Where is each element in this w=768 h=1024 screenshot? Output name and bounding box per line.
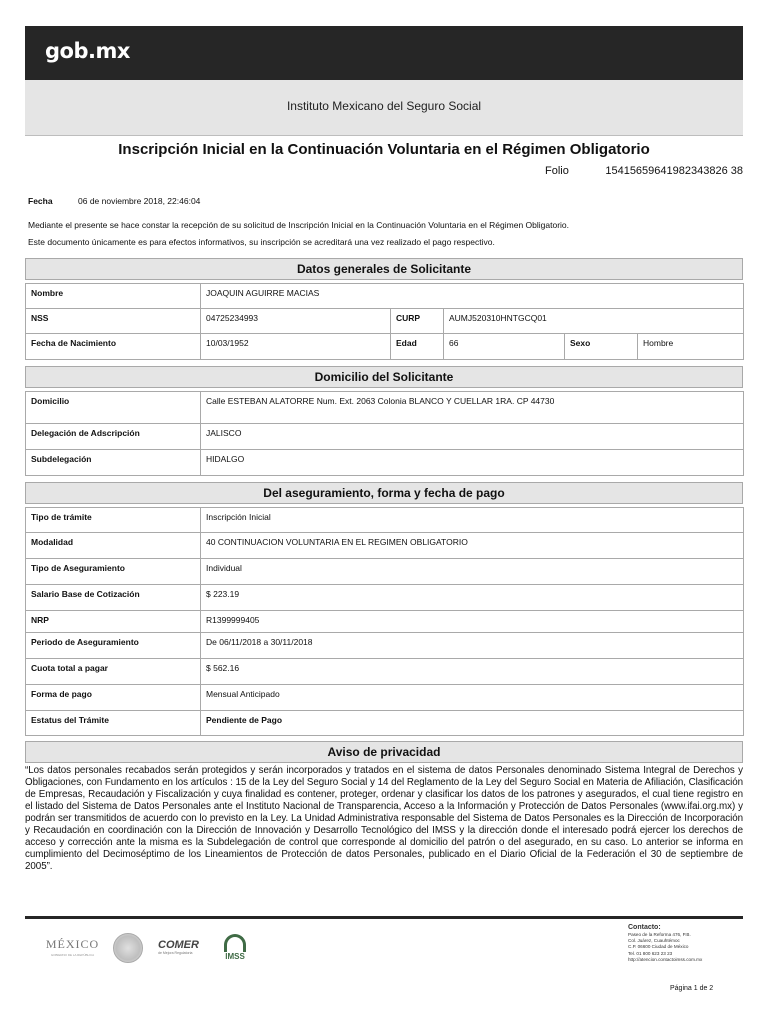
table-row [26,559,744,585]
field-label: Estatus del Trámite [26,711,201,736]
imss-wordmark: IMSS [225,952,245,961]
field-value: Calle ESTEBAN ALATORRE Num. Ext. 2063 Colonia BLANCO Y CUELLAR 1RA. CP 44730 [201,392,744,424]
field-label: NSS [26,309,201,334]
field-value: 10/03/1952 [201,334,391,360]
gob-header-bar [25,26,743,80]
field-label: Nombre [26,284,201,309]
table-row [26,611,744,633]
contact-title: Contacto: [628,924,661,931]
page-number: Página 1 de 2 [670,985,714,992]
table-row [26,309,744,334]
table-row [26,585,744,611]
status-value: Pendiente de Pago [201,711,744,736]
folio-label: Folio [545,165,569,177]
table-row [26,533,744,559]
field-label: Tipo de Aseguramiento [26,559,201,585]
field-value: 40 CONTINUACION VOLUNTARIA EN EL REGIMEN OBLIGATORIO [201,533,744,559]
field-label: Forma de pago [26,685,201,711]
folio-value: 15415659641982343826 38 [605,165,743,177]
field-value: AUMJ520310HNTGCQ01 [444,309,744,334]
table-row [26,450,744,476]
imss-eagle-icon [224,934,246,952]
folio-row [25,165,743,183]
field-label: CURP [391,309,444,334]
field-label: Sexo [565,334,638,360]
aseguramiento-table [25,507,744,736]
field-label: Modalidad [26,533,201,559]
field-value: De 06/11/2018 a 30/11/2018 [201,633,744,659]
privacy-notice-text: “Los datos personales recabados serán protegidos y serán incorporados y tratados en el sistema de datos Personales denominado Sistema Integral de Derechos y Obligaciones, con Fundamento en los artículos : 15 de la Ley del Seguro Social y 14 del Reglamento de la Ley del Seguro Social en Materia de Afiliación, Clasificación de Empresas, Recaudación y Fiscalización y cuya finalidad es contener, proteger, ordenar y clasificar los datos de los patrones y asegurados, el cual tiene registro en el listado del Sistema de Datos Personales ante el Instituto Nacional de Transparencia, Acceso a la Información y Protección de Datos Personales (www.ifai.org.mx) y podrán ser transmitidos de acuerdo con lo previsto en la Ley. La Unidad Administrativa responsable del Sistema de Datos Personales es la Dirección de Incorporación y Recaudación en coordinación con la Dirección de Innovación y Desarrollo Tecnológico del IMSS y la dirección donde el interesado podrá ejercer los derechos de acceso y corrección ante la misma es la Subdelegación de control que corresponde al domicilio del patrón o del asegurado, en su caso. Lo anterior se informa en cumplimiento del Decimoséptimo de los Lineamientos de Protección de datos Personales, publicado en el Diario Oficial de la Federación el 30 de septiembre de 2005”. [25,765,743,872]
mexico-subtitle: GOBIERNO DE LA REPÚBLICA [50,953,95,957]
field-label: Subdelegación [26,450,201,476]
cofemer-subtitle: de Mejora Regulatoria [158,951,193,955]
field-value: 04725234993 [201,309,391,334]
field-value: HIDALGO [201,450,744,476]
field-value: JOAQUIN AGUIRRE MACIAS [201,284,744,309]
field-label: Periodo de Aseguramiento [26,633,201,659]
field-label: Salario Base de Cotización [26,585,201,611]
field-label: Cuota total a pagar [26,659,201,685]
contact-block [628,923,702,963]
field-value: Hombre [638,334,744,360]
institution-bar: Instituto Mexicano del Seguro Social [25,80,743,136]
table-row [26,334,744,360]
contact-line: Tel. 01 800 623 23 23 [628,950,673,956]
field-value: Mensual Anticipado [201,685,744,711]
section-heading-datos-generales: Datos generales de Solicitante [25,258,743,280]
national-seal-icon [113,933,143,963]
table-row [26,633,744,659]
mexico-wordmark: MÉXICO [45,937,100,951]
field-value: R1399999405 [201,611,744,633]
field-label: Delegación de Adscripción [26,424,201,450]
field-label: Edad [391,334,444,360]
table-row [26,392,744,424]
document-title: Inscripción Inicial en la Continuación Voluntaria en el Régimen Obligatorio [118,141,650,158]
contact-line: C.P. 06600 Ciudad de México [628,944,689,950]
table-row [26,711,744,736]
field-value: JALISCO [201,424,744,450]
contact-line: Paseo de la Reforma 476, P.B. [628,932,691,937]
mexico-government-logo [45,937,100,957]
fecha-label: Fecha [28,196,53,206]
field-label: Fecha de Nacimiento [26,334,201,360]
domicilio-table [25,391,744,476]
intro-note: Este documento únicamente es para efectos informativos, su inscripción se acreditará una vez realizado el pago respectivo. [28,237,495,247]
field-label: Tipo de trámite [26,508,201,533]
table-row [26,685,744,711]
contact-line: Col. Juárez, Cuauhtémoc [628,938,680,944]
document-page [25,26,743,873]
section-heading-domicilio: Domicilio del Solicitante [25,366,743,388]
field-value: 66 [444,334,565,360]
section-heading-privacidad: Aviso de privacidad [25,741,743,763]
section-heading-aseguramiento: Del aseguramiento, forma y fecha de pago [25,482,743,504]
page-footer [25,916,743,981]
table-row [26,284,744,309]
field-value: $ 223.19 [201,585,744,611]
table-row [26,424,744,450]
field-label: NRP [26,611,201,633]
fecha-value: 06 de noviembre 2018, 22:46:04 [78,196,201,206]
imss-logo [222,934,248,961]
gob-mx-logo[interactable]: gob.mx [45,39,130,63]
fecha-row [25,196,743,210]
intro-paragraph: Mediante el presente se hace constar la recepción de su solicitud de Inscripción Inicial en la Continuación Voluntaria en el Régimen Obligatorio. [28,220,570,230]
field-value: Individual [201,559,744,585]
field-label: Domicilio [26,392,201,424]
field-value: Inscripción Inicial [201,508,744,533]
field-value: $ 562.16 [201,659,744,685]
table-row [26,508,744,533]
cofemer-wordmark: COMER [158,939,199,951]
cofemer-logo [158,939,199,955]
contact-url[interactable]: http://atencion.contactoimss.com.mx [628,956,703,962]
datos-generales-table [25,283,744,360]
table-row [26,659,744,685]
